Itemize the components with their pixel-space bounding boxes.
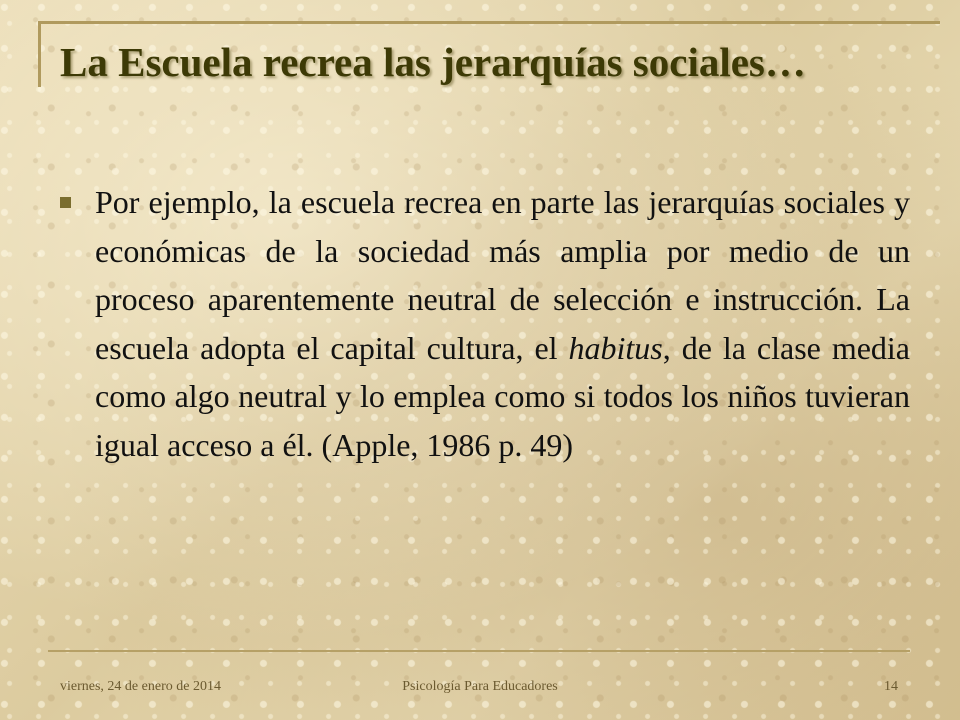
slide-title: La Escuela recrea las jerarquías sociales…: [60, 39, 806, 85]
slide-body: [60, 178, 910, 469]
footer-divider: [48, 650, 910, 652]
footer-date: viernes, 24 de enero de 2014: [60, 679, 221, 694]
left-border-line: [38, 21, 41, 87]
bullet-text-emphasis: habitus: [568, 329, 663, 366]
footer-course: Psicología Para Educadores: [402, 679, 558, 694]
bullet-text-part-3: , de la clase media como algo neutral y lo emplea como si todos los niños tuvieran igual acceso a él. (Apple, 1986 p. 49): [95, 329, 911, 463]
bullet-item: [60, 178, 910, 469]
square-bullet-icon: [60, 197, 71, 208]
bullet-text-part-1: Por ejemplo, la escuela recrea en parte las jerarquías sociales y económicas de la sociedad más amplia por medio de un proceso aparentemente neutral de selección e instrucción. La escuela adopta el capital cultura, el: [95, 184, 910, 366]
page-number: 14: [884, 679, 898, 694]
top-border-line: [38, 21, 940, 24]
bullet-text: [95, 178, 910, 469]
